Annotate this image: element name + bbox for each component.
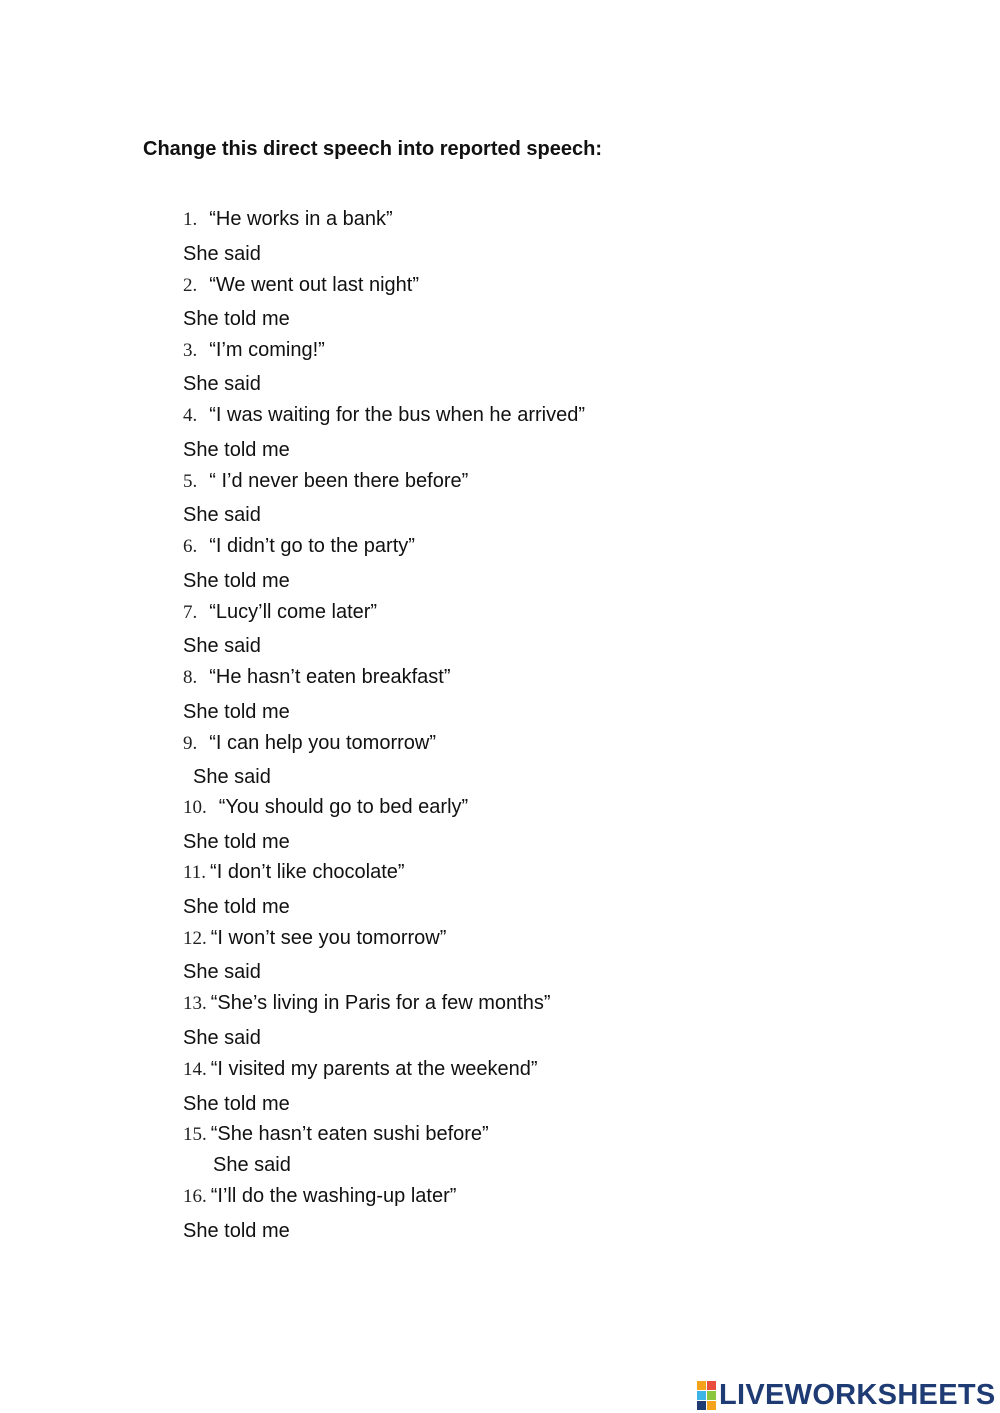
answer-prompt-1: She said (183, 243, 261, 265)
question-quote: “He hasn’t eaten breakfast” (209, 666, 451, 688)
answer-prompt-3: She said (183, 373, 261, 395)
question-number: 1. (183, 209, 198, 230)
question-number: 4. (183, 405, 198, 426)
question-12 (183, 925, 446, 951)
question-number: 11. (183, 862, 207, 883)
question-number: 13. (183, 993, 207, 1014)
question-10 (183, 794, 468, 820)
question-quote: “I can help you tomorrow” (209, 732, 437, 754)
question-6 (183, 533, 415, 559)
question-quote: “I’m coming!” (209, 339, 325, 361)
question-4 (183, 402, 585, 428)
question-quote: “I was waiting for the bus when he arrived” (209, 404, 585, 426)
question-quote: “She hasn’t eaten sushi before” (210, 1123, 489, 1145)
answer-prompt-16: She told me (183, 1220, 290, 1242)
question-quote: “I don’t like chocolate” (210, 861, 405, 883)
question-number: 7. (183, 602, 198, 623)
answer-prompt-9: She said (193, 766, 271, 788)
question-11 (183, 859, 405, 885)
answer-prompt-10: She told me (183, 831, 290, 853)
question-quote: “You should go to bed early” (218, 796, 469, 818)
question-quote: “I visited my parents at the weekend” (210, 1058, 538, 1080)
question-number: 15. (183, 1124, 207, 1145)
question-14 (183, 1056, 538, 1082)
question-7 (183, 599, 377, 625)
answer-prompt-6: She told me (183, 570, 290, 592)
answer-prompt-4: She told me (183, 439, 290, 461)
answer-prompt-13: She said (183, 1027, 261, 1049)
question-quote: “I’ll do the washing-up later” (210, 1185, 457, 1207)
question-quote: “He works in a bank” (209, 208, 393, 230)
question-3 (183, 337, 325, 363)
question-number: 3. (183, 340, 198, 361)
answer-prompt-7: She said (183, 635, 261, 657)
answer-prompt-12: She said (183, 961, 261, 983)
question-number: 5. (183, 471, 198, 492)
worksheet-title: Change this direct speech into reported speech: (143, 138, 602, 160)
question-quote: “ I’d never been there before” (209, 470, 469, 492)
answer-prompt-11: She told me (183, 896, 290, 918)
question-1 (183, 206, 393, 232)
question-number: 14. (183, 1059, 207, 1080)
question-number: 8. (183, 667, 198, 688)
question-quote: “She’s living in Paris for a few months” (210, 992, 551, 1014)
question-2 (183, 272, 419, 298)
logo-text: LIVEWORKSHEETS (719, 1378, 996, 1411)
question-number: 12. (183, 928, 207, 949)
question-16 (183, 1183, 456, 1209)
question-5 (183, 468, 468, 494)
question-quote: “We went out last night” (209, 274, 419, 296)
question-number: 16. (183, 1186, 207, 1207)
question-quote: “I didn’t go to the party” (209, 535, 415, 557)
answer-prompt-8: She told me (183, 701, 290, 723)
question-number: 2. (183, 275, 198, 296)
answer-prompt-14: She told me (183, 1093, 290, 1115)
question-number: 10. (183, 797, 207, 818)
answer-prompt-5: She said (183, 504, 261, 526)
answer-prompt-15: She said (213, 1154, 291, 1176)
question-number: 9. (183, 733, 198, 754)
answer-prompt-2: She told me (183, 308, 290, 330)
question-8 (183, 664, 451, 690)
question-9 (183, 730, 436, 756)
question-13 (183, 990, 551, 1016)
question-quote: “I won’t see you tomorrow” (210, 927, 447, 949)
liveworksheets-logo (697, 1378, 997, 1412)
question-number: 6. (183, 536, 198, 557)
logo-blocks-icon (697, 1381, 716, 1410)
question-quote: “Lucy’ll come later” (209, 601, 378, 623)
question-15 (183, 1121, 489, 1147)
